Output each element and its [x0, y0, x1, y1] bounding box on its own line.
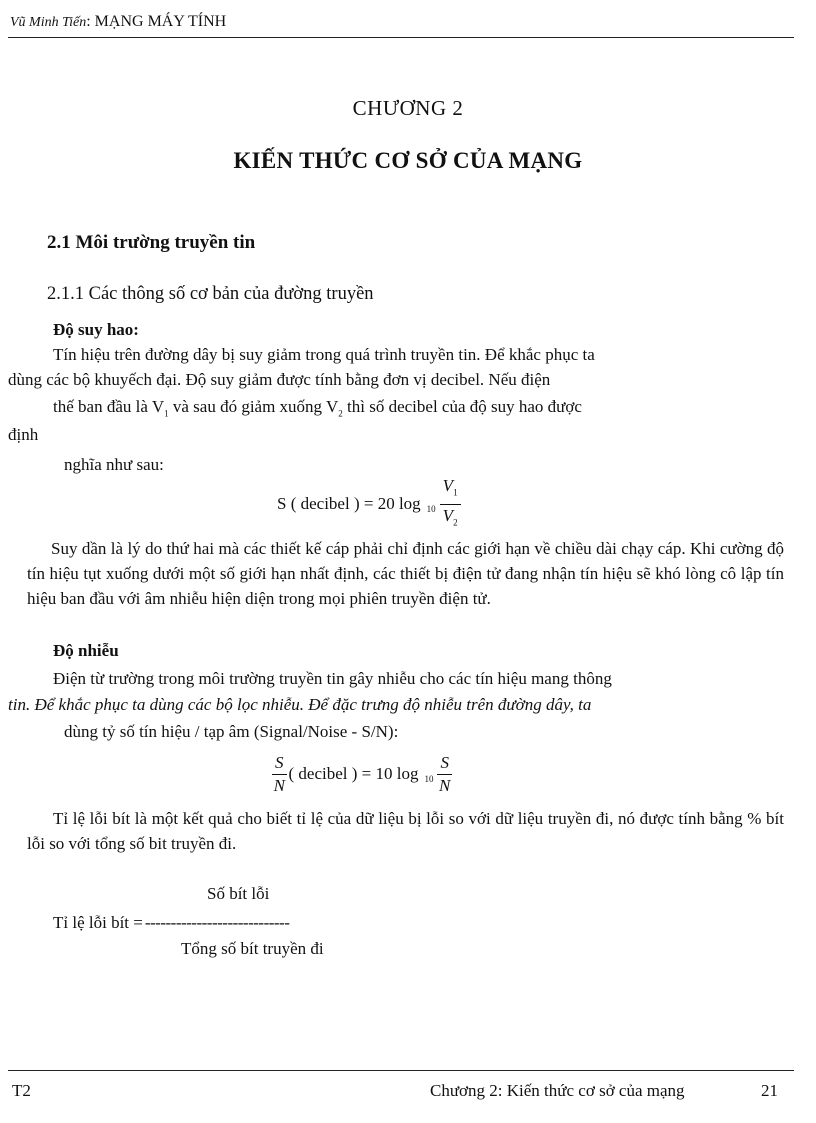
- formula2-middle: ( decibel ) = 10 log: [288, 764, 419, 783]
- noise-line-3: dùng tỷ số tín hiệu / tạp âm (Signal/Noise - S/N):: [64, 722, 399, 741]
- formula2-right-numerator: S: [437, 752, 452, 775]
- formula1-denominator: $V_2$: [442, 505, 458, 527]
- ber-dashes: ----------------------------: [144, 913, 290, 932]
- chapter-number: CHƯƠNG 2: [352, 96, 464, 120]
- formula1-base: 10: [426, 504, 436, 514]
- noise-heading: Độ nhiễu: [53, 641, 119, 660]
- ber-equation: [53, 913, 289, 933]
- chapter-title: KIẾN THỨC CƠ SỞ CỦA MẠNG: [233, 148, 583, 173]
- line3-part-b: và sau đó giảm xuống V: [168, 397, 339, 416]
- header-rule: [8, 37, 794, 38]
- section-title: 2.1 Môi trường truyền tin: [47, 232, 256, 253]
- attenuation-line-3: [53, 397, 582, 418]
- ber-numerator: Số bít lỗi: [207, 884, 270, 903]
- attenuation-heading: Độ suy hao:: [53, 320, 139, 339]
- attenuation-line-4: định: [8, 425, 39, 444]
- formula2-base: 10: [424, 774, 434, 784]
- footer-rule: [8, 1070, 794, 1071]
- formula2-left-numerator: S: [272, 752, 287, 775]
- header-book: : MẠNG MÁY TÍNH: [86, 13, 227, 30]
- v2-subscript: 2: [338, 408, 343, 419]
- line3-part-c: thì số decibel của độ suy hao được: [342, 397, 582, 416]
- formula2-left-fraction: [272, 752, 287, 797]
- attenuation-line-1: Tín hiệu trên đường dây bị suy giảm trong quá trình truyền tin. Để khắc phục ta: [53, 345, 595, 364]
- ber-denominator: Tổng số bít truyền đi: [181, 939, 324, 958]
- running-header: [10, 13, 226, 31]
- attenuation-line-5: nghĩa như sau:: [64, 455, 164, 474]
- attenuation-line-2: dùng các bộ khuyếch đại. Độ suy giảm được tính bằng đơn vị decibel. Nếu điện: [8, 370, 551, 389]
- subsection-title: 2.1.1 Các thông số cơ bản của đường truyền: [47, 284, 374, 304]
- header-author: Vũ Minh Tiến: [10, 15, 87, 30]
- ber-paragraph: Tỉ lệ lỗi bít là một kết quả cho biết tỉ lệ của dữ liệu bị lỗi so với dữ liệu truyền đi, nó được tính bằng % bít lỗi so với tổng số bit truyền đi.: [27, 809, 784, 853]
- attenuation-paragraph-2: Suy dần là lý do thứ hai mà các thiết kế cáp phải chỉ định các giới hạn về chiều dài chạy cáp. Khi cường độ tín hiệu tụt xuống dưới một số giới hạn nhất định, các thiết bị điện tử đang nhận tín hiệu sẽ khó lòng cô lập tín hiệu ban đầu với âm nhiễu hiện diện trong mọi phiên truyền điện tử.: [27, 539, 784, 608]
- page-number: 21: [761, 1081, 778, 1100]
- formula2-right-fraction: [437, 752, 452, 797]
- line3-part-a: thế ban đầu là V: [53, 397, 165, 416]
- noise-line-2: tin. Để khắc phục ta dùng các bộ lọc nhiễu. Để đặc trưng độ nhiễu trên đường dây, ta: [8, 695, 592, 714]
- footer-chapter: Chương 2: Kiến thức cơ sở của mạng: [430, 1081, 685, 1100]
- noise-line-1: Điện từ trường trong môi trường truyền tin gây nhiễu cho các tín hiệu mang thông: [53, 669, 612, 688]
- noise-formula: [272, 748, 452, 800]
- ber-label: Tỉ lệ lỗi bít =: [53, 913, 143, 932]
- formula1-numerator: $V_1$: [440, 475, 461, 504]
- formula2-right-denominator: N: [439, 775, 451, 795]
- formula1-lhs: S ( decibel ) = 20 log: [277, 494, 421, 513]
- footer-left: T2: [12, 1081, 31, 1100]
- v1-subscript: 1: [164, 408, 169, 419]
- attenuation-formula: [277, 478, 461, 530]
- formula2-left-denominator: N: [273, 775, 285, 795]
- formula1-fraction: [440, 475, 461, 533]
